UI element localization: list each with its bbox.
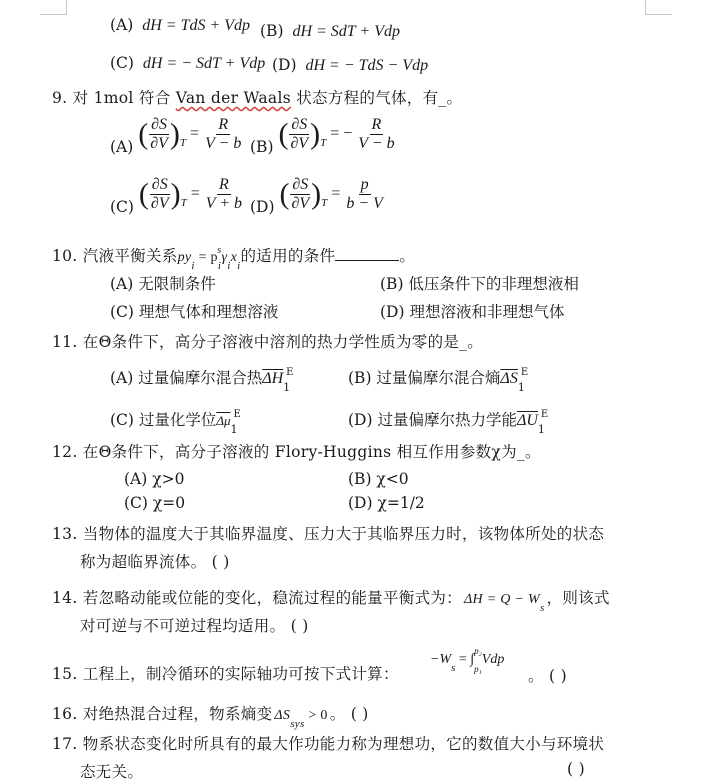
q9-option-b: (B) ( $\frac{\partial S}{\partial V}$ )$_T$ = − $\frac{R}{V - b}$ [250, 116, 395, 157]
q15-stem: 15. 工程上，制冷循环的实际轴功可按下式计算： [52, 665, 399, 683]
q11-d-sup: E [540, 409, 549, 420]
q10-option-a: (A) 无限制条件 [110, 275, 216, 293]
q9-a-eq: = [190, 125, 200, 143]
q11-c-sub: 1 [230, 423, 238, 436]
q9-b-den: V − b [358, 135, 395, 152]
q11-b-symbol: $\overline{\Delta S}$ [500, 370, 518, 387]
q10-option-c: (C) 理想气体和理想溶液 [110, 303, 279, 321]
q10-stem-tail: 的适用的条件 [240, 247, 336, 265]
q11-option-d-text: (D) 过量偏摩尔热力学能 [348, 411, 517, 429]
q9-stem-text: 9. 对 1mol 符合 [52, 89, 176, 107]
q8-option-c-label: (C) [110, 54, 134, 72]
q9-b-R: R [371, 116, 382, 133]
q9-d-dV: ∂V [291, 195, 310, 212]
q17-line1: 17. 物系状态变化时所具有的最大作功能力称为理想功，它的数值大小与环境状 [52, 735, 605, 753]
q11-stem: 11. 在Θ条件下，高分子溶液中溶剂的热力学性质为零的是_。 [52, 333, 484, 351]
q8-option-b [260, 22, 400, 41]
q17-line2: 态无关。 [80, 763, 144, 781]
q11-option-c-text: (C) 过量化学位 [110, 411, 217, 429]
q9-option-d-label: (D) [250, 198, 275, 217]
q9-d-dS: ∂S [292, 176, 309, 193]
q10-option-d: (D) 理想溶液和非理想气体 [380, 303, 565, 321]
page-corner-mark-right [645, 0, 672, 15]
q8-option-b-formula: dH = SdT + Vdp [292, 23, 400, 40]
q9-b-T: T [320, 137, 327, 150]
q13-line2: 称为超临界流体。 ( ) [80, 553, 230, 571]
q17-answer-paren: ( ) [567, 760, 585, 778]
q15-lower-limit: p₁ [474, 664, 482, 674]
q13-line1: 13. 当物体的温度大于其临界温度、压力大于其临界压力时，该物体所处的状态 [52, 525, 605, 543]
q12-stem: 12. 在Θ条件下，高分子溶液的 Flory-Huggins 相互作用参数χ为_。 [52, 443, 541, 461]
q16-formula-sub: sys [290, 718, 305, 730]
q9-a-dS: ∂S [151, 116, 168, 133]
q14-formula-sub: s [539, 602, 545, 614]
q10-stem-end: 。 [399, 247, 416, 265]
q14-line1 [52, 586, 610, 614]
q9-option-c-label: (C) [110, 198, 134, 217]
q9-option-a: (A) ( $\frac{\partial S}{\partial V}$ )$_T$ = $\frac{R}{V - b}$ [110, 116, 242, 157]
q9-d-T: T [321, 197, 328, 210]
q11-option-a-text: (A) 过量偏摩尔混合热 [110, 369, 263, 387]
page-corner-mark-left [40, 0, 67, 15]
q10-stem: 10. 汽液平衡关系$py_i = p_i^s\gamma_ix_i$的适用的条件 。 [52, 245, 416, 272]
q8-option-d-label: (D) [272, 56, 297, 74]
q9-a-dV: ∂V [150, 135, 168, 152]
q8-option-d [272, 56, 428, 75]
q10-formula-py: py [177, 250, 192, 265]
q11-b-sup: E [520, 367, 529, 378]
q16-stem-text: 16. 对绝热混合过程，物系熵变 [52, 705, 273, 723]
q8-option-c [110, 54, 265, 73]
q16-tail: 。 ( ) [329, 705, 369, 723]
q9-d-den: b − V [346, 195, 383, 212]
q9-d-p: p [360, 176, 369, 193]
q9-c-den: V + b [205, 195, 243, 212]
q12-option-c: (C) χ=0 [124, 494, 186, 512]
q9-b-eq: = − [330, 125, 353, 143]
q11-option-b [348, 366, 528, 394]
q12-option-b: (B) χ<0 [348, 470, 409, 488]
q15-formula-lhs: −W [430, 652, 452, 668]
q9-c-R: R [219, 176, 229, 193]
q9-a-T: T [179, 137, 187, 150]
q8-option-a [110, 16, 250, 35]
q16-stem [52, 702, 369, 730]
q11-option-b-text: (B) 过量偏摩尔混合熵 [348, 369, 501, 387]
q11-c-symbol: $\overline{\Delta\mu}$ [216, 413, 231, 428]
q9-option-a-label: (A) [110, 138, 134, 157]
q10-answer-blank[interactable] [335, 260, 399, 261]
q9-option-d: (D) ( $\frac{\partial S}{\partial V}$ )$_T$ = $\frac{p}{b - V}$ [250, 176, 383, 217]
q9-a-den: V − b [205, 135, 242, 152]
q11-c-sup: E [233, 409, 241, 420]
q9-c-dV: ∂V [150, 195, 169, 212]
q12-option-d: (D) χ=1/2 [348, 494, 425, 512]
q11-d-sub: 1 [537, 423, 545, 436]
q11-option-c [110, 408, 241, 436]
q9-stem-tail: 状态方程的气体，有_。 [290, 89, 463, 107]
q11-a-sup: E [286, 367, 294, 378]
q9-stem [52, 86, 462, 108]
q11-option-a [110, 366, 293, 394]
q9-stem-vdw: Van der Waals [175, 89, 291, 107]
q8-option-a-formula: dH = TdS + Vdp [142, 17, 251, 34]
q15-upper-limit: p₂ [474, 646, 482, 656]
q9-option-c: (C) ( $\frac{\partial S}{\partial V}$ )$_T$ = $\frac{R}{V + b}$ [110, 176, 243, 217]
q15-tail: 。 ( ) [528, 667, 567, 685]
q11-a-sub: 1 [283, 381, 291, 394]
q11-d-symbol: $\overline{\Delta U}$ [516, 412, 538, 429]
q9-c-dS: ∂S [151, 176, 168, 193]
q16-formula-rest: > 0 [304, 708, 328, 723]
q12-option-a: (A) χ>0 [124, 470, 185, 488]
q16-formula: ΔS [274, 708, 291, 723]
q15-integrand: Vdp [481, 652, 505, 668]
q11-b-sub: 1 [517, 381, 525, 394]
q10-formula-eq: = p [194, 250, 218, 265]
q14-line1-tail: ，则该式 [546, 589, 610, 607]
q14-line1-text: 14. 若忽略动能或位能的变化，稳流过程的能量平衡式为： [52, 589, 462, 607]
q8-option-d-formula: dH = − TdS − Vdp [305, 57, 429, 74]
q10-option-b: (B) 低压条件下的非理想液相 [380, 275, 579, 293]
q9-d-eq: = [331, 185, 341, 203]
q9-a-R: R [218, 116, 229, 133]
q14-line2: 对可逆与不可逆过程均适用。 ( ) [80, 617, 309, 635]
q10-stem-text: 10. 汽液平衡关系 [52, 247, 178, 265]
q11-a-symbol: $\overline{\Delta H}$ [262, 370, 284, 387]
q15-formula [430, 646, 504, 674]
q8-option-b-label: (B) [260, 22, 284, 40]
q9-c-T: T [180, 197, 187, 210]
q9-option-b-label: (B) [250, 138, 274, 157]
q9-b-dS: ∂S [291, 116, 308, 133]
q8-option-a-label: (A) [110, 16, 134, 34]
q14-formula: ΔH = Q − W [463, 592, 540, 607]
q15-formula-integral: = ∫ [455, 652, 475, 668]
q9-c-eq: = [190, 185, 200, 203]
q8-option-c-formula: dH = − SdT + Vdp [142, 55, 266, 72]
q15-formula-sub: s [451, 662, 456, 675]
q10-formula-gamma: γ [221, 250, 228, 265]
q9-b-dV: ∂V [290, 135, 309, 152]
q11-option-d [348, 408, 548, 436]
